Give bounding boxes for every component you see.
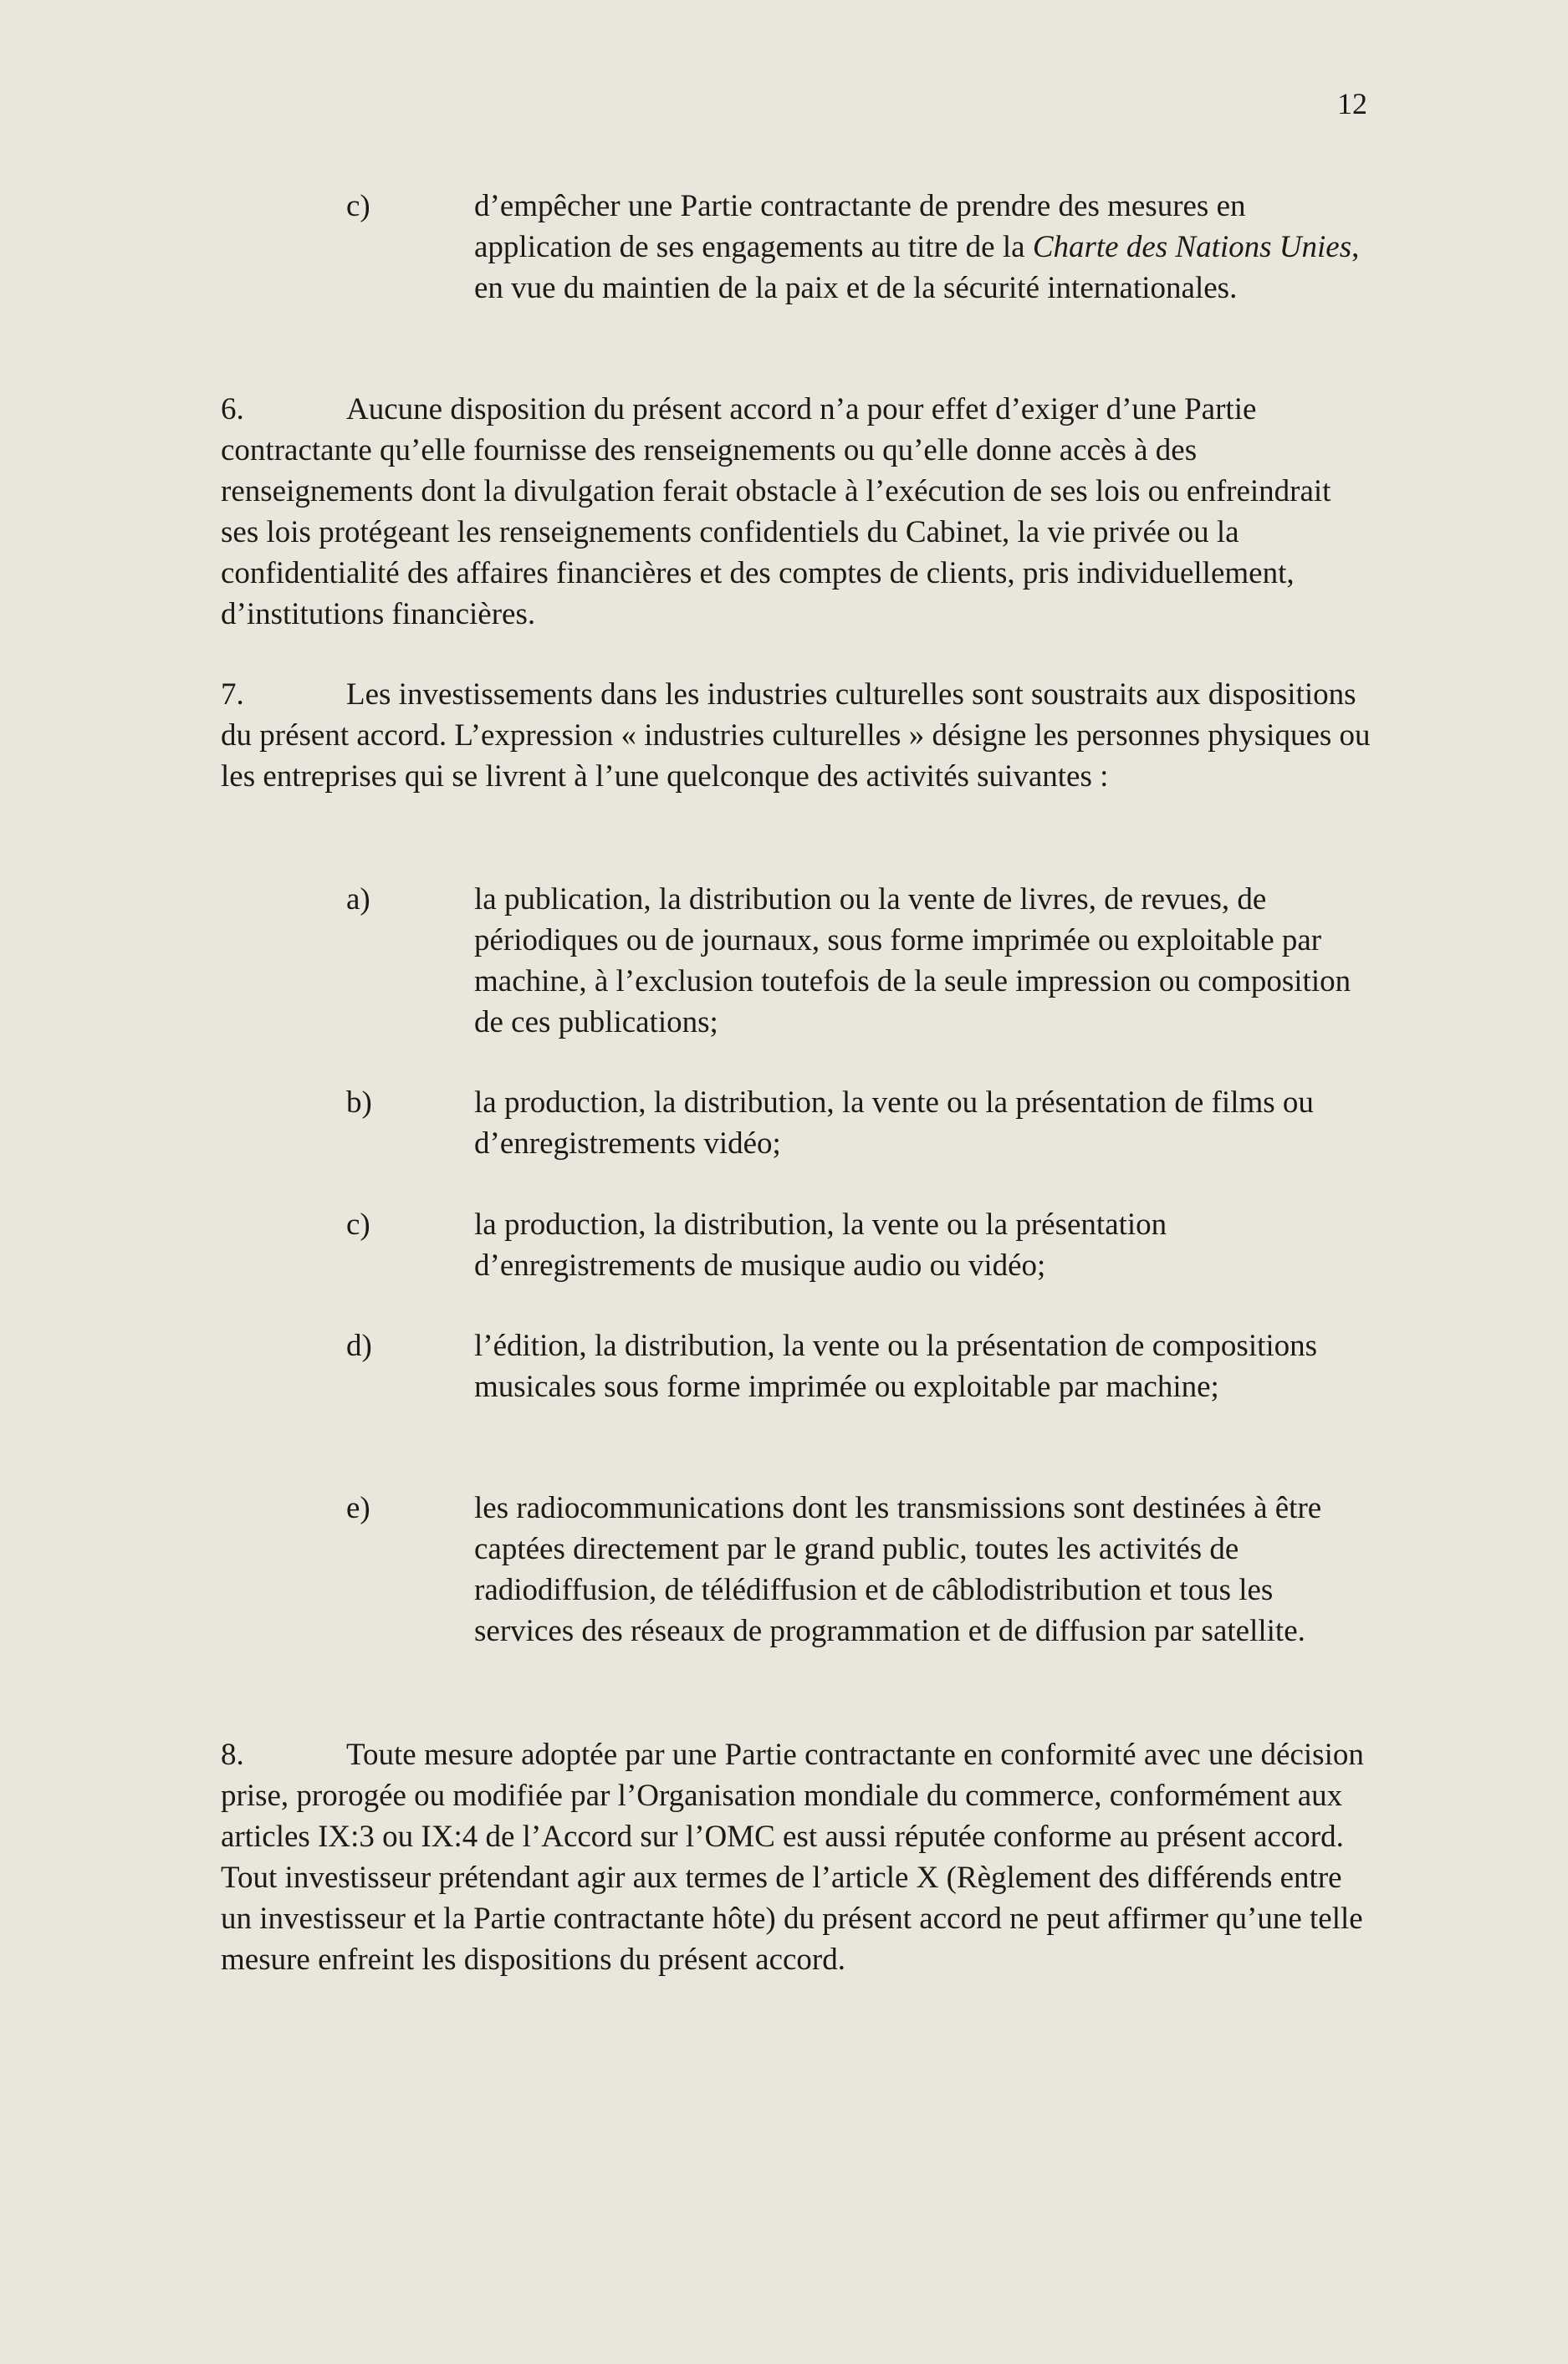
paragraph-text: Les investissements dans les industries culturelles sont soustraits aux dispositions du présent accord. L’expression « industries culturelles » désigne les personnes physiques ou les entreprises qui se livrent à l’une quelconque des activités suivantes :: [221, 677, 1371, 794]
item-text-part: , en vue du maintien de la paix et de la sécurité internationales.: [474, 230, 1360, 305]
item-label: e): [346, 1491, 370, 1525]
paragraph-6: [221, 389, 1375, 635]
paragraph-text: Toute mesure adoptée par une Partie contractante en conformité avec une décision prise, prorogée ou modifiée par l’Organisation mondiale du commerce, conformément aux articles IX:3 ou IX:4 de l’Accord sur l’OMC est aussi réputée conforme au présent accord. Tout investisseur prétendant agir aux termes de l’article X (Règlement des différends entre un investisseur et la Partie contractante hôte) du présent accord ne peut affirmer qu’une telle mesure enfreint les dispositions du présent accord.: [221, 1738, 1364, 1977]
paragraph-number: 8.: [221, 1738, 244, 1772]
paragraph-7: [221, 674, 1375, 797]
page-number: 12: [1337, 87, 1367, 120]
item-label: a): [346, 882, 370, 916]
item-label: d): [346, 1329, 372, 1363]
item-text: la production, la distribution, la vente ou la présentation de films ou d’enregistrements vidéo;: [474, 1085, 1314, 1161]
paragraph-text: Aucune disposition du présent accord n’a pour effet d’exiger d’une Partie contractante qu’elle fournisse des renseignements ou qu’elle donne accès à des renseignements dont la divulgation ferait obstacle à l’exécution de ses lois ou enfreindrait ses lois protégeant les renseignements confidentiels du Cabinet, la vie privée ou la confidentialité des affaires financières et des comptes de clients, pris individuellement, d’institutions financières.: [221, 392, 1331, 631]
item-text-part: d’empêcher une Partie contractante de prendre des mesures en application de ses engagements au titre de la: [474, 189, 1246, 264]
item-text-italic: Charte des Nations Unies: [1032, 230, 1352, 264]
paragraph-number: 6.: [221, 392, 244, 426]
item-text: [474, 186, 1377, 309]
item-text: l’édition, la distribution, la vente ou la présentation de compositions musicales sous forme imprimée ou exploitable par machine;: [474, 1329, 1318, 1404]
item-label: c): [346, 189, 370, 223]
item-text: la publication, la distribution ou la vente de livres, de revues, de périodiques ou de journaux, sous forme imprimée ou exploitable par machine, à l’exclusion toutefois de la seule impression ou composition de ces publications;: [474, 882, 1351, 1039]
paragraph-8: [221, 1734, 1375, 1980]
item-label: b): [346, 1085, 372, 1120]
item-text: les radiocommunications dont les transmissions sont destinées à être captées directement par le grand public, toutes les activités de radiodiffusion, de télédiffusion et de câblodistribution et tous les services des réseaux de programmation et de diffusion par satellite.: [474, 1491, 1322, 1648]
item-text: la production, la distribution, la vente ou la présentation d’enregistrements de musique audio ou vidéo;: [474, 1208, 1167, 1283]
paragraph-number: 7.: [221, 677, 244, 712]
item-label: c): [346, 1208, 370, 1242]
